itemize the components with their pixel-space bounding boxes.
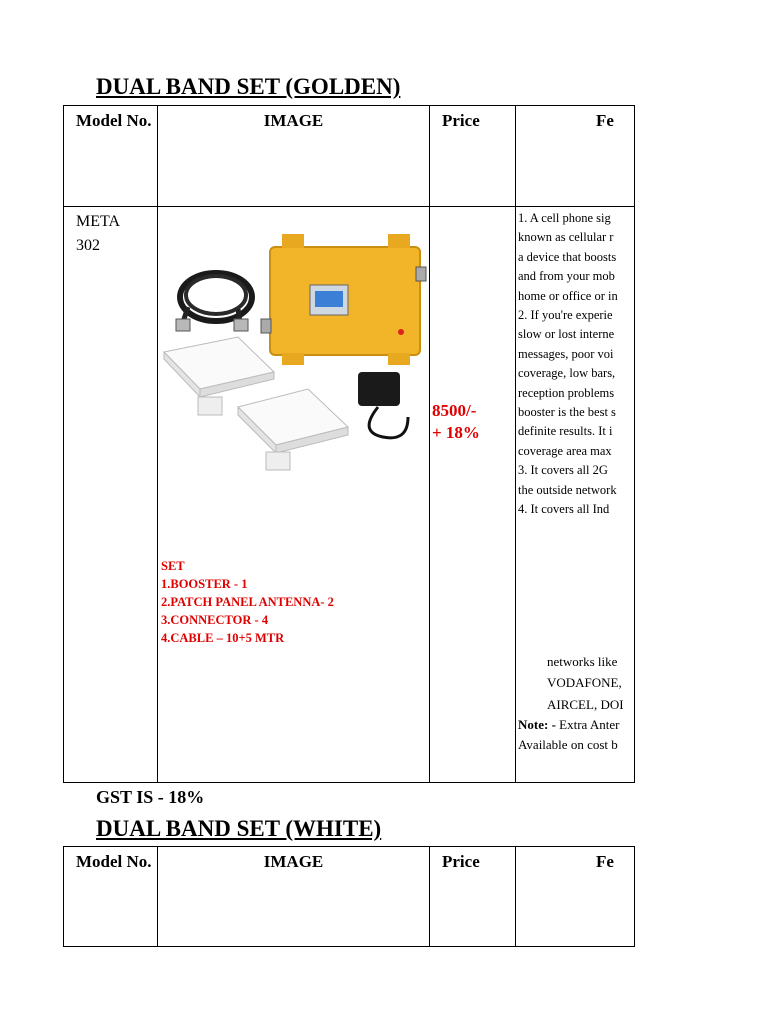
booster-unit-icon [261, 234, 426, 365]
header-price: Price [430, 847, 516, 947]
image-cell [158, 207, 430, 783]
booster-kit-image [158, 207, 430, 507]
feature-line: reception problems [518, 385, 615, 400]
features-text [516, 207, 634, 754]
feature-line: home or office or in [518, 288, 618, 303]
set-title: SET [161, 559, 185, 573]
header-model: Model No. [64, 847, 158, 947]
gst-note: GST IS - 18% [96, 787, 205, 807]
model-number: META 302 [76, 213, 121, 254]
section-title-white: DUAL BAND SET (WHITE) [96, 816, 382, 841]
feature-line: 1. A cell phone sig [518, 211, 611, 225]
set-item: 1.BOOSTER - 1 [161, 577, 248, 591]
header-features: Fe [516, 106, 635, 207]
networks-list [518, 651, 634, 716]
power-adapter-icon [358, 372, 408, 438]
feature-line: known as cellular r [518, 230, 614, 245]
section-title-golden: DUAL BAND SET (GOLDEN) [96, 74, 401, 99]
patch-antenna-icon [238, 389, 348, 470]
table-header-row [64, 106, 635, 207]
network-line: VODAFONE, [547, 675, 622, 690]
set-item: 3.CONNECTOR - 4 [161, 613, 269, 627]
white-product-table [63, 846, 635, 947]
note-text: Extra Anter [555, 717, 620, 732]
note-line-2: Available on cost b [518, 736, 618, 752]
table-row [64, 207, 635, 783]
price-cell [430, 207, 516, 783]
feature-line: coverage area max [518, 443, 612, 458]
feature-line: 4. It covers all Ind [518, 502, 610, 517]
cable-coil-icon [176, 273, 252, 331]
note-label: Note: - [518, 717, 556, 732]
feature-line: a device that boosts [518, 249, 617, 264]
network-line: AIRCEL, DOI [547, 696, 624, 712]
header-price: Price [430, 106, 516, 207]
feature-line: definite results. It i [518, 424, 613, 439]
feature-line: messages, poor voi [518, 346, 614, 361]
header-image: IMAGE [158, 106, 430, 207]
set-item: 4.CABLE – 10+5 MTR [161, 631, 285, 645]
set-contents [161, 557, 334, 647]
feature-line: the outside network [518, 482, 617, 497]
golden-product-table [63, 105, 635, 783]
price-value: 8500/- + 18% [432, 401, 480, 442]
feature-line: booster is the best s [518, 405, 616, 420]
features-cell [516, 207, 635, 783]
table-header-row [64, 847, 635, 947]
header-features: Fe [516, 847, 635, 947]
header-image: IMAGE [158, 847, 430, 947]
feature-line: 2. If you're experie [518, 308, 613, 323]
model-cell [64, 207, 158, 783]
feature-line: 3. It covers all 2G [518, 463, 608, 478]
feature-line: slow or lost interne [518, 327, 615, 342]
set-item: 2.PATCH PANEL ANTENNA- 2 [161, 595, 334, 609]
note [518, 715, 634, 735]
network-line: networks like [547, 653, 618, 669]
header-model: Model No. [64, 106, 158, 207]
feature-line: and from your mob [518, 269, 615, 284]
feature-line: coverage, low bars, [518, 366, 616, 381]
